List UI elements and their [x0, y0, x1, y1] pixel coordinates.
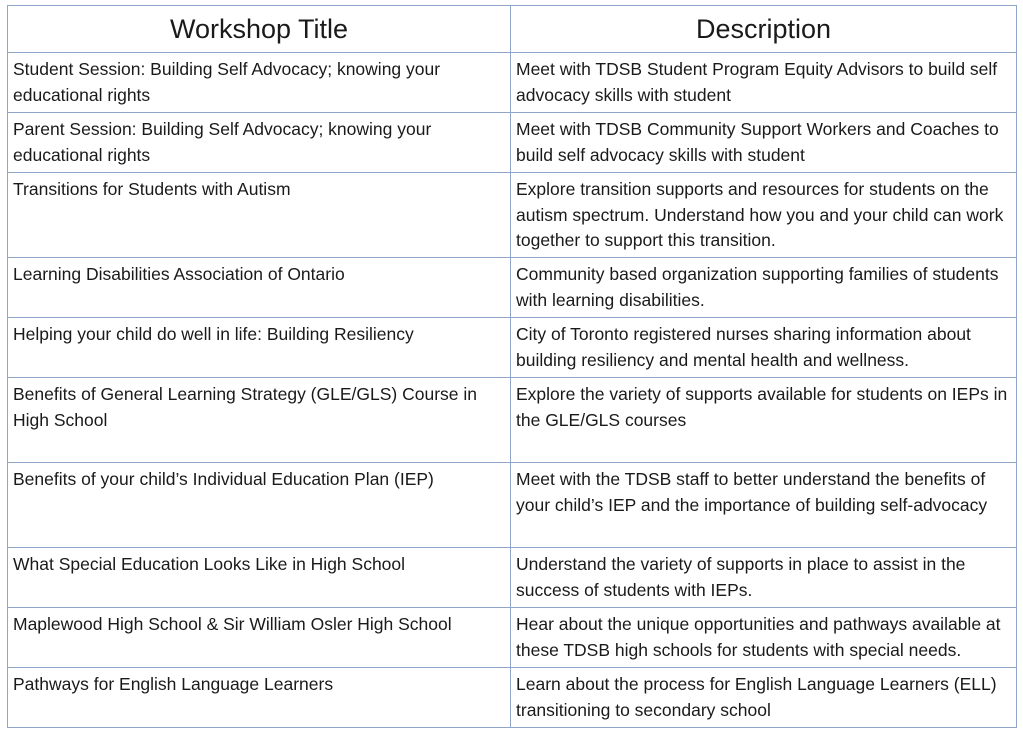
- workshop-description-cell: Meet with TDSB Community Support Workers and Coaches to build self advocacy skills with student: [511, 113, 1017, 173]
- workshop-title-cell: What Special Education Looks Like in High School: [8, 548, 511, 608]
- workshop-description-cell: Explore the variety of supports available for students on IEPs in the GLE/GLS courses: [511, 378, 1017, 463]
- table-row: [8, 258, 1017, 318]
- workshop-description-cell: Hear about the unique opportunities and pathways available at these TDSB high schools for students with special needs.: [511, 608, 1017, 668]
- table-header-row: [8, 6, 1017, 53]
- workshop-title-cell: Benefits of your child’s Individual Education Plan (IEP): [8, 463, 511, 548]
- workshop-title-cell: Helping your child do well in life: Building Resiliency: [8, 318, 511, 378]
- workshop-description-cell: City of Toronto registered nurses sharing information about building resiliency and mental health and wellness.: [511, 318, 1017, 378]
- table-row: [8, 173, 1017, 258]
- table-row: [8, 318, 1017, 378]
- table-row: [8, 463, 1017, 548]
- workshop-title-cell: Parent Session: Building Self Advocacy; knowing your educational rights: [8, 113, 511, 173]
- workshop-description-cell: Explore transition supports and resources for students on the autism spectrum. Understand how you and your child can work together to support this transition.: [511, 173, 1017, 258]
- workshop-title-cell: Benefits of General Learning Strategy (GLE/GLS) Course in High School: [8, 378, 511, 463]
- table-row: [8, 548, 1017, 608]
- workshop-description-cell: Community based organization supporting families of students with learning disabilities.: [511, 258, 1017, 318]
- column-header-workshop-title: Workshop Title: [8, 6, 511, 53]
- workshop-description-cell: Meet with TDSB Student Program Equity Advisors to build self advocacy skills with student: [511, 53, 1017, 113]
- column-header-description: Description: [511, 6, 1017, 53]
- workshop-title-cell: Pathways for English Language Learners: [8, 668, 511, 728]
- workshop-description-cell: Learn about the process for English Language Learners (ELL) transitioning to secondary school: [511, 668, 1017, 728]
- workshop-title-cell: Maplewood High School & Sir William Osler High School: [8, 608, 511, 668]
- workshop-title-cell: Learning Disabilities Association of Ontario: [8, 258, 511, 318]
- workshop-title-cell: Transitions for Students with Autism: [8, 173, 511, 258]
- workshop-description-cell: Meet with the TDSB staff to better understand the benefits of your child’s IEP and the importance of building self-advocacy: [511, 463, 1017, 548]
- table-row: [8, 113, 1017, 173]
- table-row: [8, 608, 1017, 668]
- workshop-title-cell: Student Session: Building Self Advocacy; knowing your educational rights: [8, 53, 511, 113]
- table-row: [8, 53, 1017, 113]
- workshops-table: [7, 5, 1017, 728]
- table-row: [8, 668, 1017, 728]
- workshop-description-cell: Understand the variety of supports in place to assist in the success of students with IEPs.: [511, 548, 1017, 608]
- table-row: [8, 378, 1017, 463]
